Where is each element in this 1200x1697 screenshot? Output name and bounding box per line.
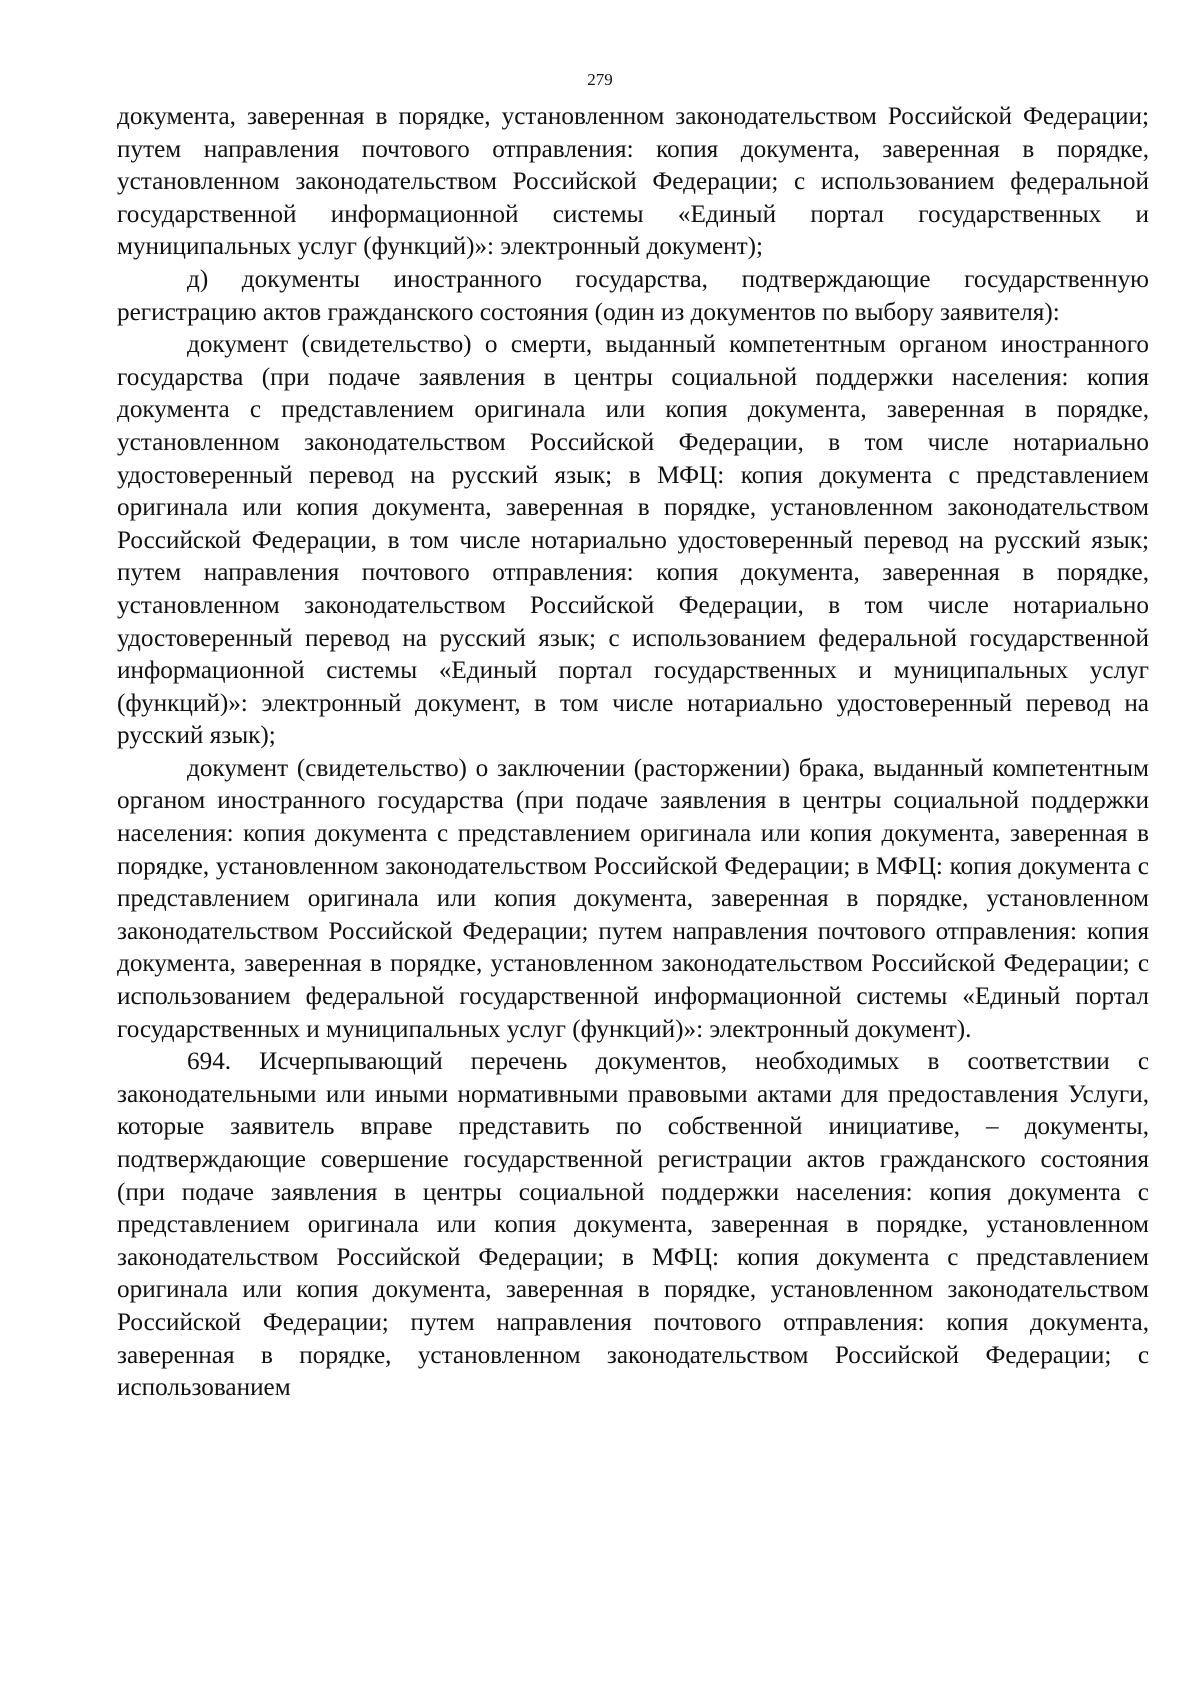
document-body — [117, 101, 1149, 1405]
paragraph-item-d: д) документы иностранного государства, подтверждающие государственную регистрацию актов гражданского состояния (один из документов по выбору заявителя): — [117, 265, 1149, 326]
paragraph-694: 694. Исчерпывающий перечень документов, необходимых в соответствии с законодательными или иными нормативными правовыми актами для предоставления Услуги, которые заявитель вправе представить по собственной инициативе, – документы, подтверждающие совершение государственной регистрации актов гражданского состояния (при подаче заявления в центры социальной поддержки населения: копия документа с представлением оригинала или копия документа, заверенная в порядке, установленном законодательством Российской Федерации; в МФЦ: копия документа с представлением оригинала или копия документа, заверенная в порядке, установленном законодательством Российской Федерации; путем направления почтового отправления: копия документа, заверенная в порядке, установленном законодательством Российской Федерации; с использованием — [117, 1048, 1149, 1402]
paragraph-death-certificate: документ (свидетельство) о смерти, выданный компетентным органом иностранного государства (при подаче заявления в центры социальной поддержки населения: копия документа с представлением оригинала или копия документа, заверенная в порядке, установленном законодательством Российской Федерации, в том числе нотариально удостоверенный перевод на русский язык; в МФЦ: копия документа с представлением оригинала или копия документа, заверенная в порядке, установленном законодательством Российской Федерации, в том числе нотариально удостоверенный перевод на русский язык; путем направления почтового отправления: копия документа, заверенная в порядке, установленном законодательством Российской Федерации, в том числе нотариально удостоверенный перевод на русский язык; с использованием федеральной государственной информационной системы «Единый портал государственных и муниципальных услуг (функций)»: электронный документ, в том числе нотариально удостоверенный перевод на русский язык); — [117, 331, 1149, 750]
paragraph-continuation: документа, заверенная в порядке, установленном законодательством Российской Федерации; путем направления почтового отправления: копия документа, заверенная в порядке, установленном законодательством Российской Федерации; с использованием федеральной государственной информационной системы «Единый портал государственных и муниципальных услуг (функций)»: электронный документ); — [117, 103, 1149, 261]
page-number: 279 — [587, 70, 613, 89]
paragraph-marriage-certificate: документ (свидетельство) о заключении (расторжении) брака, выданный компетентным органом иностранного государства (при подаче заявления в центры социальной поддержки населения: копия документа с представлением оригинала или копия документа, заверенная в порядке, установленном законодательством Российской Федерации; в МФЦ: копия документа с представлением оригинала или копия документа, заверенная в порядке, установленном законодательством Российской Федерации; путем направления почтового отправления: копия документа, заверенная в порядке, установленном законодательством Российской Федерации; с использованием федеральной государственной информационной системы «Единый портал государственных и муниципальных услуг (функций)»: электронный документ). — [117, 754, 1149, 1043]
